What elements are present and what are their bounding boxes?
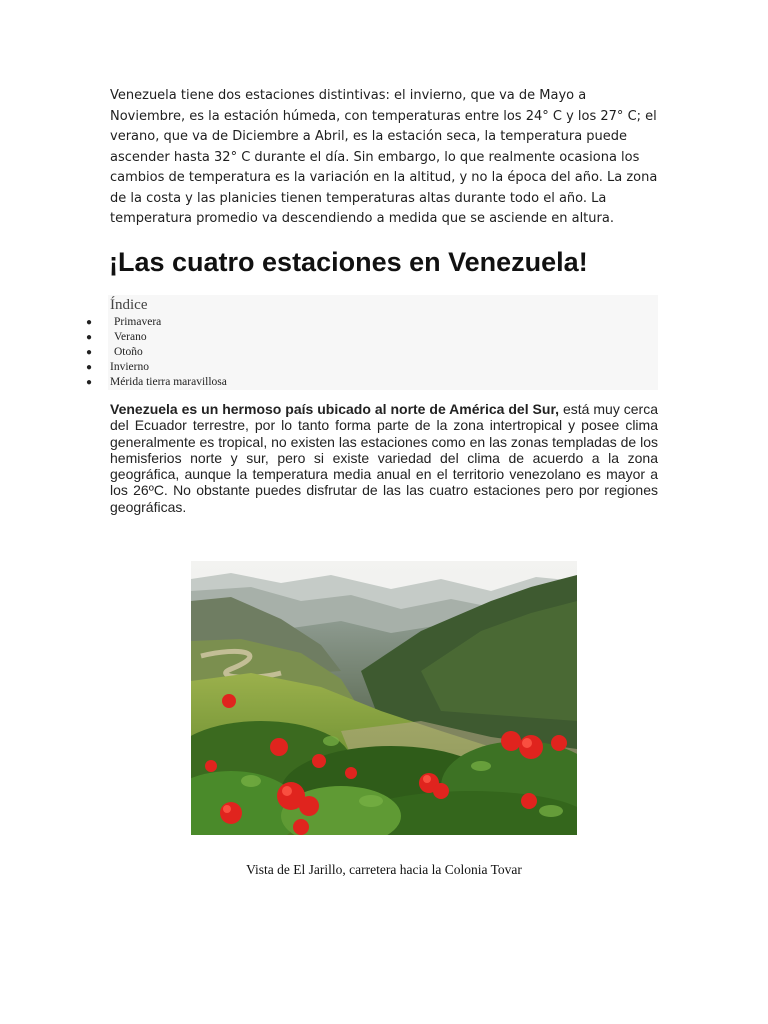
index-item[interactable]: [84, 375, 227, 390]
index-title: Índice: [110, 297, 148, 313]
index-list: [84, 315, 227, 390]
body-text: está muy cerca del Ecuador terrestre, por lo tanto forma parte de la zona intertropical y posee clima generalmente es tropical, no existen las estaciones como en las zonas templadas de los hemisferios norte y sur, pero si existe variedad del clima de acuerdo a la zona geográfica, aunque la temperatura media anual en el territorio venezolano es mayor a los 26ºC. No obstante puedes disfrutar de las las cuatro estaciones pero por regiones geográficas.: [110, 401, 658, 515]
index-item[interactable]: [84, 330, 227, 345]
body-paragraph: [110, 401, 658, 515]
body-lead: Venezuela es un hermoso país ubicado al norte de América del Sur,: [110, 401, 560, 417]
landscape-photo: [191, 561, 577, 835]
photo-caption: Vista de El Jarillo, carretera hacia la Colonia Tovar: [246, 862, 522, 877]
index-item[interactable]: [84, 360, 227, 375]
index-item-label: Verano: [114, 331, 147, 343]
bullet-icon: ●: [86, 377, 93, 388]
index-item-label: Primavera: [114, 316, 162, 328]
bullet-icon: ●: [86, 347, 93, 358]
intro-paragraph: Venezuela tiene dos estaciones distintivas: el invierno, que va de Mayo a Noviembre, es la estación húmeda, con temperaturas entre los 24° C y los 27° C; el verano, que va de Diciembre a Abril, es la estación seca, la temperatura puede ascender hasta 32° C durante el día. Sin embargo, lo que realmente ocasiona los cambios de temperatura es la variación en la altitud, y no la época del año. La zona de la costa y las planicies tienen temperaturas altas durante todo el año. La temperatura promedio va descendiendo a medida que se asciende en altura.: [110, 88, 658, 226]
index-item-label: Invierno: [110, 361, 149, 373]
index-item-label: Mérida tierra maravillosa: [110, 376, 227, 388]
index-item[interactable]: [84, 345, 227, 360]
index-item-label: Otoño: [114, 346, 143, 358]
bullet-icon: ●: [86, 332, 93, 343]
page-heading: ¡Las cuatro estaciones en Venezuela!: [109, 247, 588, 277]
index-item[interactable]: [84, 315, 227, 330]
bullet-icon: ●: [86, 317, 93, 328]
bullet-icon: ●: [86, 362, 93, 373]
